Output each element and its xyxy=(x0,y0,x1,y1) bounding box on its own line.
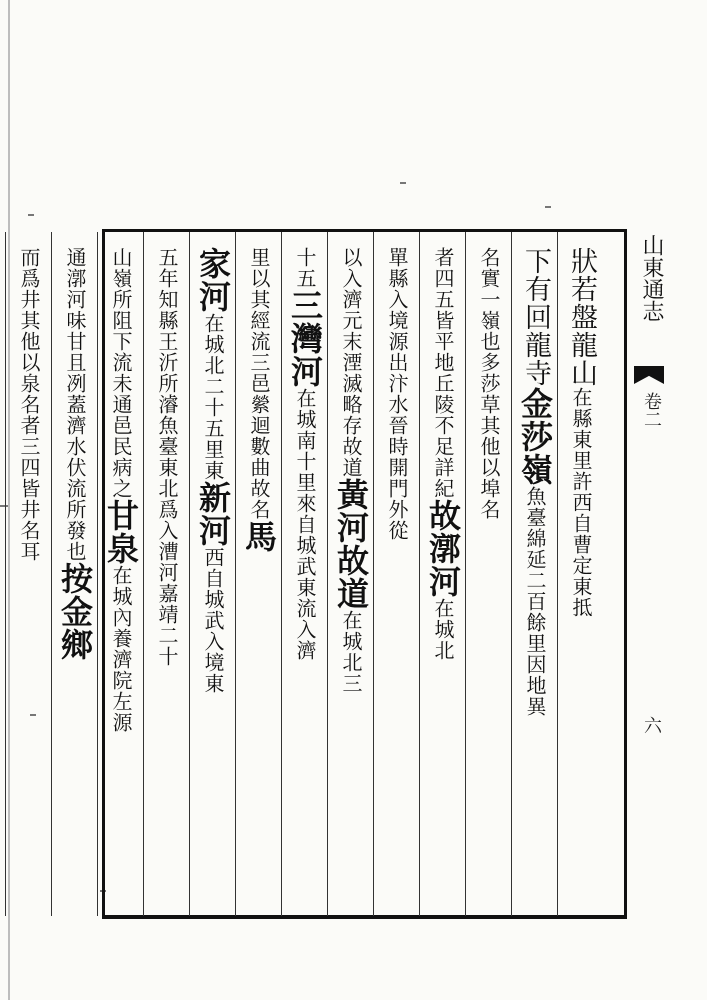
heading-term: 三灣河 xyxy=(286,289,324,388)
margin-chapter: 卷二 xyxy=(641,392,662,428)
text-segment: 魚臺綿延二百餘里因地異 xyxy=(523,486,547,717)
heading-term: 黃河故道 xyxy=(332,478,370,610)
text-segment: 者四五皆平地丘陵不足詳紀 xyxy=(431,247,455,499)
text-segment: 里 xyxy=(247,247,271,268)
text-segment: 門外從 xyxy=(385,478,409,541)
heading-term: 新河 xyxy=(194,481,232,547)
text-column xyxy=(144,247,190,911)
text-column xyxy=(190,247,236,911)
heading-term: 甘泉 xyxy=(102,499,140,565)
text-segment: 狀若盤龍山 xyxy=(566,247,597,387)
margin-book-title: 山東通志 xyxy=(639,234,664,322)
text-column xyxy=(420,247,466,911)
text-segment: 山嶺所阻下流未通邑民病之 xyxy=(109,247,133,499)
text-segment: 五年知縣王沂所濬魚臺東北爲 xyxy=(155,247,179,520)
text-column xyxy=(374,247,420,911)
margin-page-number: 六 xyxy=(641,716,662,734)
text-column xyxy=(236,247,282,911)
heading-term: 家河 xyxy=(194,247,232,313)
text-column xyxy=(282,247,328,911)
text-segment: 下有回龍寺 xyxy=(520,247,551,387)
heading-term: 金莎嶺 xyxy=(516,387,554,486)
text-segment: 入漕河嘉靖二十 xyxy=(155,520,179,667)
text-segment: 西自城武入境東 xyxy=(201,547,225,694)
heading-term: 故漷河 xyxy=(424,499,462,598)
text-segment: 以其經流三邑縈迴數曲故名 xyxy=(247,268,271,520)
text-segment: 在城北 xyxy=(431,598,455,661)
text-column xyxy=(558,247,604,911)
text-segment: 在城內養濟院左源 xyxy=(109,565,133,733)
text-column xyxy=(328,247,374,911)
scan-speck xyxy=(545,206,551,208)
text-segment: 通漷河味甘且冽蓋濟水伏流所發也 xyxy=(63,247,87,562)
text-column xyxy=(6,247,52,911)
text-column xyxy=(466,247,512,911)
text-column xyxy=(512,247,558,911)
text-segment: 單縣入境源出汴水晉時開 xyxy=(385,247,409,478)
text-column xyxy=(0,247,6,911)
text-segment: 在城北三 xyxy=(339,610,363,694)
heading-term: 馬 xyxy=(240,520,278,553)
text-segment: 十五 xyxy=(293,247,317,289)
text-segment: 以入濟元末湮滅略存故道 xyxy=(339,247,363,478)
text-segment: 名實一嶺也多莎草其他以埠名 xyxy=(477,247,501,520)
heading-term: 按金鄉 xyxy=(56,562,94,661)
text-segment: 在城南十里來自城武東流入濟 xyxy=(293,388,317,661)
text-column xyxy=(52,247,98,911)
scan-speck xyxy=(400,182,406,184)
scan-speck xyxy=(28,214,34,216)
text-segment: 而爲井其他以泉名者三四皆井名耳 xyxy=(17,247,41,562)
text-column xyxy=(98,247,144,911)
text-segment: 在城北二十五里東 xyxy=(201,313,225,481)
text-segment: 在縣東里許西自曹定東抵 xyxy=(569,387,593,618)
